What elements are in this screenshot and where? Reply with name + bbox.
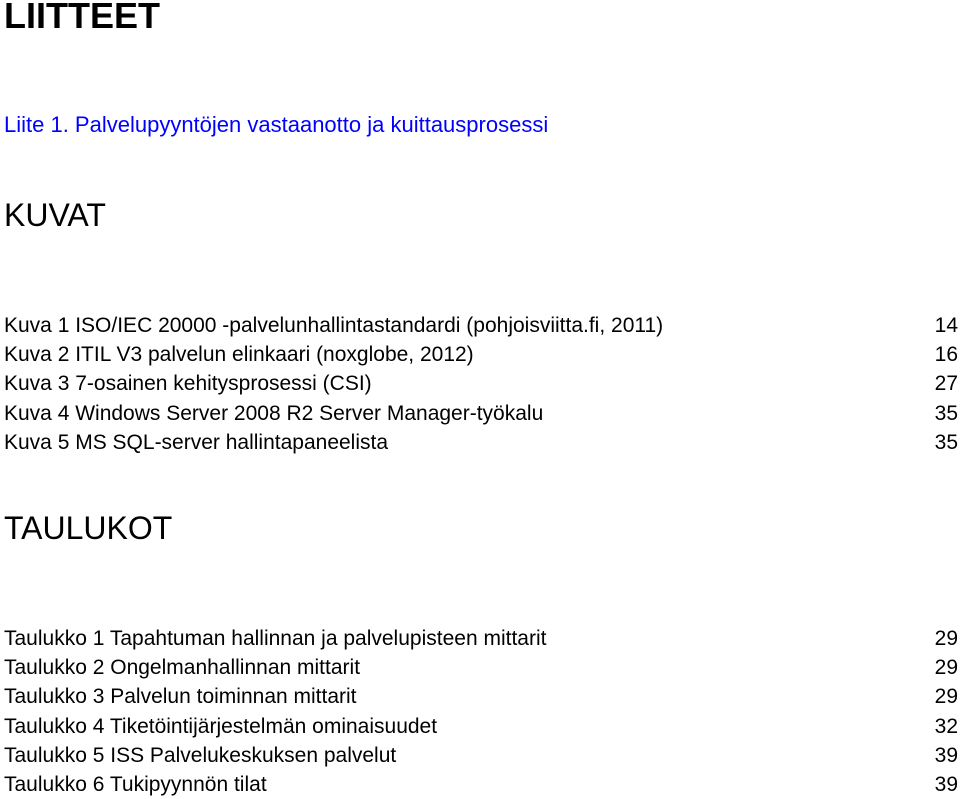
table-page: 29 — [934, 656, 958, 680]
figure-page: 35 — [934, 401, 958, 425]
figure-entry[interactable] — [4, 311, 960, 340]
table-entry[interactable] — [4, 653, 960, 682]
figures-list — [4, 311, 960, 457]
table-title: Taulukko 2 Ongelmanhallinnan mittarit — [4, 656, 361, 680]
figure-page: 16 — [934, 343, 958, 367]
table-title: Taulukko 5 ISS Palvelukeskuksen palvelut — [4, 743, 397, 767]
figure-entry[interactable] — [4, 340, 960, 369]
figure-title: Kuva 3 7-osainen kehitysprosessi (CSI) — [4, 372, 372, 396]
figure-entry[interactable] — [4, 428, 960, 457]
table-title: Taulukko 3 Palvelun toiminnan mittarit — [4, 685, 357, 709]
figure-title: Kuva 2 ITIL V3 palvelun elinkaari (noxglobe, 2012) — [4, 343, 474, 367]
figure-page: 27 — [934, 372, 958, 396]
table-title: Taulukko 6 Tukipyynnön tilat — [4, 772, 267, 796]
table-title: Taulukko 1 Tapahtuman hallinnan ja palvelupisteen mittarit — [4, 627, 547, 650]
figure-title: Kuva 4 Windows Server 2008 R2 Server Manager-työkalu — [4, 401, 544, 425]
table-page: 29 — [934, 685, 958, 709]
figure-entry[interactable] — [4, 399, 960, 428]
table-entry[interactable] — [4, 712, 960, 741]
table-page: 32 — [934, 714, 958, 738]
table-title: Taulukko 4 Tiketöintijärjestelmän ominaisuudet — [4, 714, 438, 738]
page-title: LIITTEET — [4, 0, 160, 36]
figure-title: Kuva 5 MS SQL-server hallintapaneelista — [4, 430, 389, 454]
table-page: 39 — [934, 743, 958, 767]
table-entry[interactable] — [4, 624, 960, 653]
table-entry[interactable] — [4, 682, 960, 711]
figures-heading: KUVAT — [4, 197, 106, 233]
tables-list — [4, 624, 960, 799]
tables-heading: TAULUKOT — [4, 510, 173, 546]
table-entry[interactable] — [4, 770, 960, 799]
figure-page: 14 — [934, 314, 958, 337]
table-entry[interactable] — [4, 741, 960, 770]
table-page: 29 — [934, 627, 958, 650]
appendix-link[interactable]: Liite 1. Palvelupyyntöjen vastaanotto ja kuittausprosessi — [4, 112, 549, 137]
table-page: 39 — [934, 772, 958, 796]
figure-entry[interactable] — [4, 369, 960, 398]
figure-page: 35 — [934, 430, 958, 454]
figure-title: Kuva 1 ISO/IEC 20000 -palvelunhallintastandardi (pohjoisviitta.fi, 2011) — [4, 314, 664, 337]
